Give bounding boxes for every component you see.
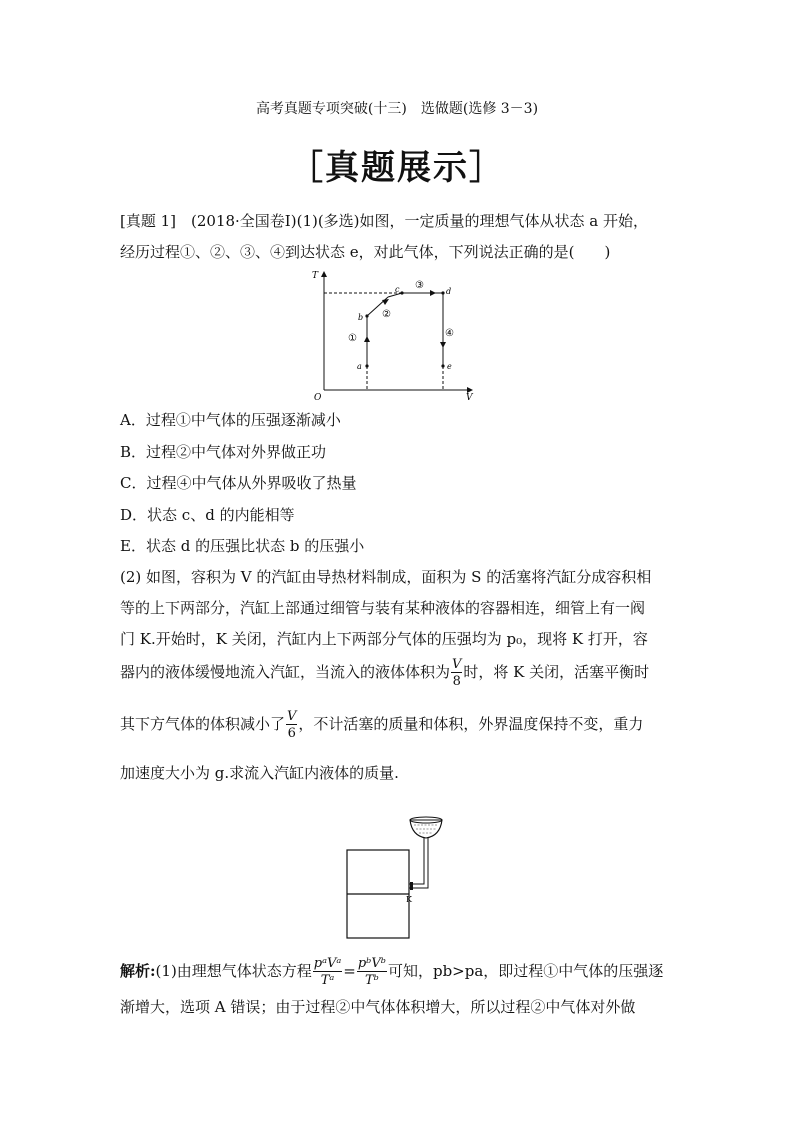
fraction-v6 <box>286 710 297 740</box>
cylinder-diagram <box>340 812 460 942</box>
fraction-state-b <box>357 957 387 987</box>
label-T: T <box>312 271 319 281</box>
option-d: D．状态 c、d 的内能相等 <box>120 506 295 524</box>
q2-line5 <box>120 710 680 740</box>
label-p1: ① <box>348 333 357 344</box>
solution-text-a: (1)由理想气体状态方程 <box>155 962 312 980</box>
label-a: a <box>357 362 362 371</box>
fraction-state-b-den: Tᵇ <box>364 973 379 988</box>
q2-line4 <box>120 658 680 688</box>
solution-line2: 渐增大，选项 A 错误；由于过程②中气体体积增大，所以过程②中气体对外做 <box>120 998 636 1016</box>
fraction-state-b-num: pᵇVᵇ <box>357 956 386 971</box>
fraction-state-a-den: Tᵃ <box>320 973 335 988</box>
valve-k <box>410 882 413 890</box>
q1-intro-line2: 经历过程①、②、③、④到达状态 e，对此气体，下列说法正确的是( ) <box>120 243 611 261</box>
valve-label: K <box>406 895 412 904</box>
option-c: C．过程④中气体从外界吸收了热量 <box>120 474 357 492</box>
tv-graph <box>310 266 480 402</box>
label-V: V <box>466 393 473 402</box>
option-a: A．过程①中气体的压强逐渐减小 <box>120 411 341 429</box>
solution-text-b: 可知，pb>pa，即过程①中气体的压强逐 <box>387 962 664 980</box>
option-e: E．状态 d 的压强比状态 b 的压强小 <box>120 537 365 555</box>
q2-line5-a: 其下方气体的体积减小了 <box>120 715 286 733</box>
label-b: b <box>358 313 364 322</box>
label-O: O <box>314 393 322 402</box>
q2-line3: 门 K.开始时，K 关闭，汽缸内上下两部分气体的压强均为 p₀，现将 K 打开，容 <box>120 630 648 648</box>
option-b: B．过程②中气体对外界做正功 <box>120 443 327 461</box>
label-c: c <box>395 285 400 294</box>
q2-line6: 加速度大小为 g.求流入汽缸内液体的质量. <box>120 764 399 782</box>
label-p3: ③ <box>415 280 424 291</box>
fraction-state-a-num: pᵃVᵃ <box>313 956 342 971</box>
solution-lead: 解析: <box>120 962 156 980</box>
fraction-v8 <box>451 658 462 688</box>
q2-line5-b: ，不计活塞的质量和体积，外界温度保持不变，重力 <box>298 715 644 733</box>
label-e: e <box>447 362 452 371</box>
q1-intro-line1: [真题 1] (2018·全国卷Ⅰ)(1)(多选)如图，一定质量的理想气体从状态 a 开始， <box>120 212 649 230</box>
fraction-v6-num: V <box>287 709 297 724</box>
label-p4: ④ <box>445 328 454 339</box>
page-header: 高考真题专项突破(十三) 选做题(选修 3－3) <box>255 101 539 117</box>
fraction-state-a <box>313 957 342 987</box>
tube <box>409 838 428 888</box>
q2-line2: 等的上下两部分，汽缸上部通过细管与装有某种液体的容器相连，细管上有一阀 <box>120 599 646 617</box>
label-d: d <box>446 287 452 296</box>
solution-line1 <box>120 957 680 987</box>
label-p2: ② <box>382 309 391 320</box>
equals-sign: = <box>343 962 356 980</box>
q2-line4-b: 时，将 K 关闭，活塞平衡时 <box>463 663 650 681</box>
q2-line1: (2) 如图，容积为 V 的汽缸由导热材料制成，面积为 S 的活塞将汽缸分成容积相 <box>120 568 652 586</box>
section-banner: ［真题展示］ <box>289 148 505 188</box>
fraction-v8-num: V <box>452 657 462 672</box>
fraction-v6-den: 6 <box>287 726 296 741</box>
fraction-v8-den: 8 <box>452 674 461 689</box>
q2-line4-a: 器内的液体缓慢地流入汽缸，当流入的液体体积为 <box>120 663 451 681</box>
